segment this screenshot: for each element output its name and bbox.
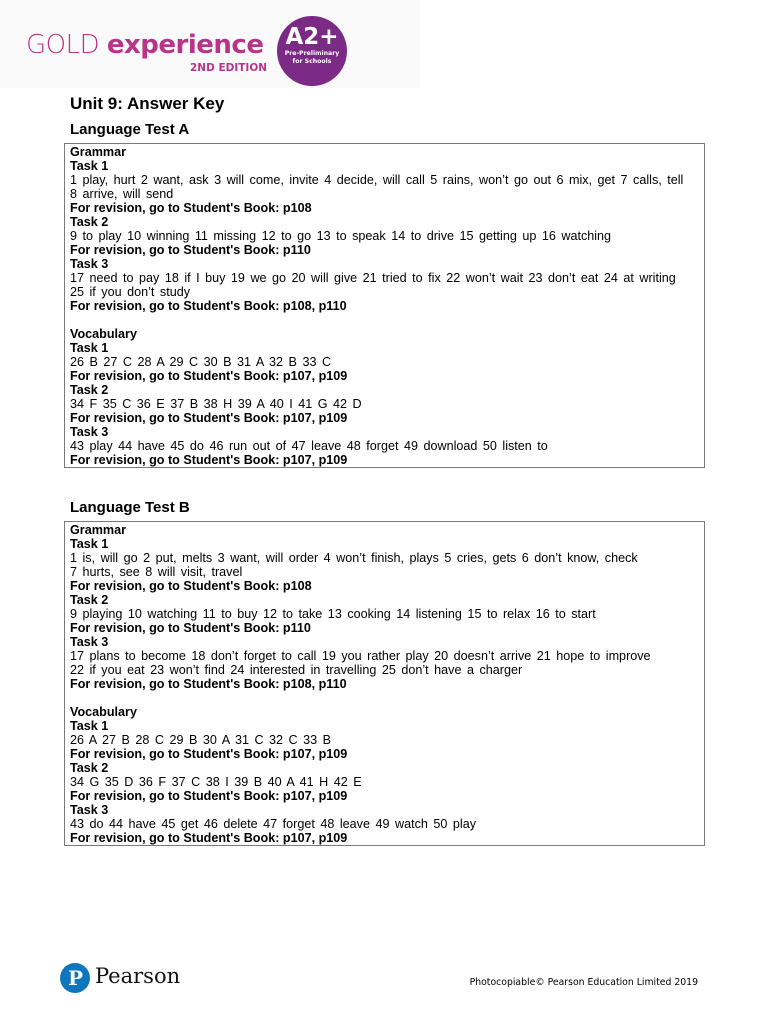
answer-line: 8 arrive, will send [70,187,174,201]
badge-level: A2+ [285,24,339,50]
answer-line: 26 A 27 B 28 C 29 B 30 A 31 C 32 C 33 B [70,733,332,747]
logo-gold-text: GOLD [26,30,107,60]
grammar-heading: Grammar [70,523,127,537]
answer-line: 1 play, hurt 2 want, ask 3 will come, invite 4 decide, will call 5 rains, won’t go out 6 mix, get 7 calls, tell [70,173,684,187]
task-heading: Task 1 [70,719,109,733]
answer-line: 17 need to pay 18 if I buy 19 we go 20 will give 21 tried to fix 22 won’t wait 23 don’t eat 24 at writing [70,271,676,285]
answer-line: 17 plans to become 18 don’t forget to call 19 you rather play 20 doesn’t arrive 21 hope to improve [70,649,651,663]
section-spacer [70,691,699,705]
answer-line: 9 playing 10 watching 11 to buy 12 to take 13 cooking 14 listening 15 to relax 16 to start [70,607,596,621]
revision-reference: For revision, go to Student's Book: p107, p109 [70,789,348,803]
task-heading: Task 1 [70,159,109,173]
test-b-title: Language Test B [70,499,190,516]
task-heading: Task 3 [70,803,109,817]
test-a-title: Language Test A [70,121,190,138]
answer-line: 43 play 44 have 45 do 46 run out of 47 leave 48 forget 49 download 50 listen to [70,439,548,453]
task-heading: Task 2 [70,593,109,607]
answer-line: 26 B 27 C 28 A 29 C 30 B 31 A 32 B 33 C [70,355,332,369]
logo-edition: 2ND EDITION [190,62,268,74]
answer-line: 1 is, will go 2 put, melts 3 want, will order 4 won’t finish, plays 5 cries, gets 6 don’t know, check [70,551,638,565]
answer-line: 43 do 44 have 45 get 46 delete 47 forget 48 leave 49 watch 50 play [70,817,476,831]
answer-line: 25 if you don’t study [70,285,191,299]
logo-experience-text: experience [106,30,264,60]
section-spacer [70,313,699,327]
task-heading: Task 3 [70,257,109,271]
task-heading: Task 2 [70,383,109,397]
copyright-notice: Photocopiable© Pearson Education Limited 2019 [469,977,698,988]
grammar-heading: Grammar [70,145,127,159]
level-badge [277,16,347,86]
revision-reference: For revision, go to Student's Book: p107, p109 [70,369,348,383]
publisher-name: Pearson [95,964,181,988]
revision-reference: For revision, go to Student's Book: p108 [70,579,312,593]
task-heading: Task 3 [70,635,109,649]
revision-reference: For revision, go to Student's Book: p107, p109 [70,747,348,761]
revision-reference: For revision, go to Student's Book: p110 [70,621,311,635]
revision-reference: For revision, go to Student's Book: p107, p109 [70,453,348,467]
badge-subtitle: Pre-Preliminary for Schools [284,50,340,65]
task-heading: Task 2 [70,215,109,229]
revision-reference: For revision, go to Student's Book: p107, p109 [70,831,348,845]
test-a-answer-box [64,143,705,468]
task-heading: Task 1 [70,341,109,355]
vocabulary-heading: Vocabulary [70,327,137,341]
task-heading: Task 3 [70,425,109,439]
answer-line: 7 hurts, see 8 will visit, travel [70,565,243,579]
series-logo [26,30,263,60]
vocabulary-heading: Vocabulary [70,705,137,719]
revision-reference: For revision, go to Student's Book: p108 [70,201,312,215]
revision-reference: For revision, go to Student's Book: p107, p109 [70,411,348,425]
page-title: Unit 9: Answer Key [70,94,225,113]
revision-reference: For revision, go to Student's Book: p108, p110 [70,299,347,313]
answer-line: 22 if you eat 23 won’t find 24 interested in travelling 25 don’t have a charger [70,663,523,677]
revision-reference: For revision, go to Student's Book: p108, p110 [70,677,347,691]
answer-line: 34 G 35 D 36 F 37 C 38 I 39 B 40 A 41 H 42 E [70,775,362,789]
test-b-answer-box [64,521,705,846]
answer-line: 9 to play 10 winning 11 missing 12 to go 13 to speak 14 to drive 15 getting up 16 watching [70,229,612,243]
pearson-mark-icon [60,963,90,993]
task-heading: Task 1 [70,537,109,551]
answer-line: 34 F 35 C 36 E 37 B 38 H 39 A 40 I 41 G 42 D [70,397,362,411]
revision-reference: For revision, go to Student's Book: p110 [70,243,311,257]
task-heading: Task 2 [70,761,109,775]
